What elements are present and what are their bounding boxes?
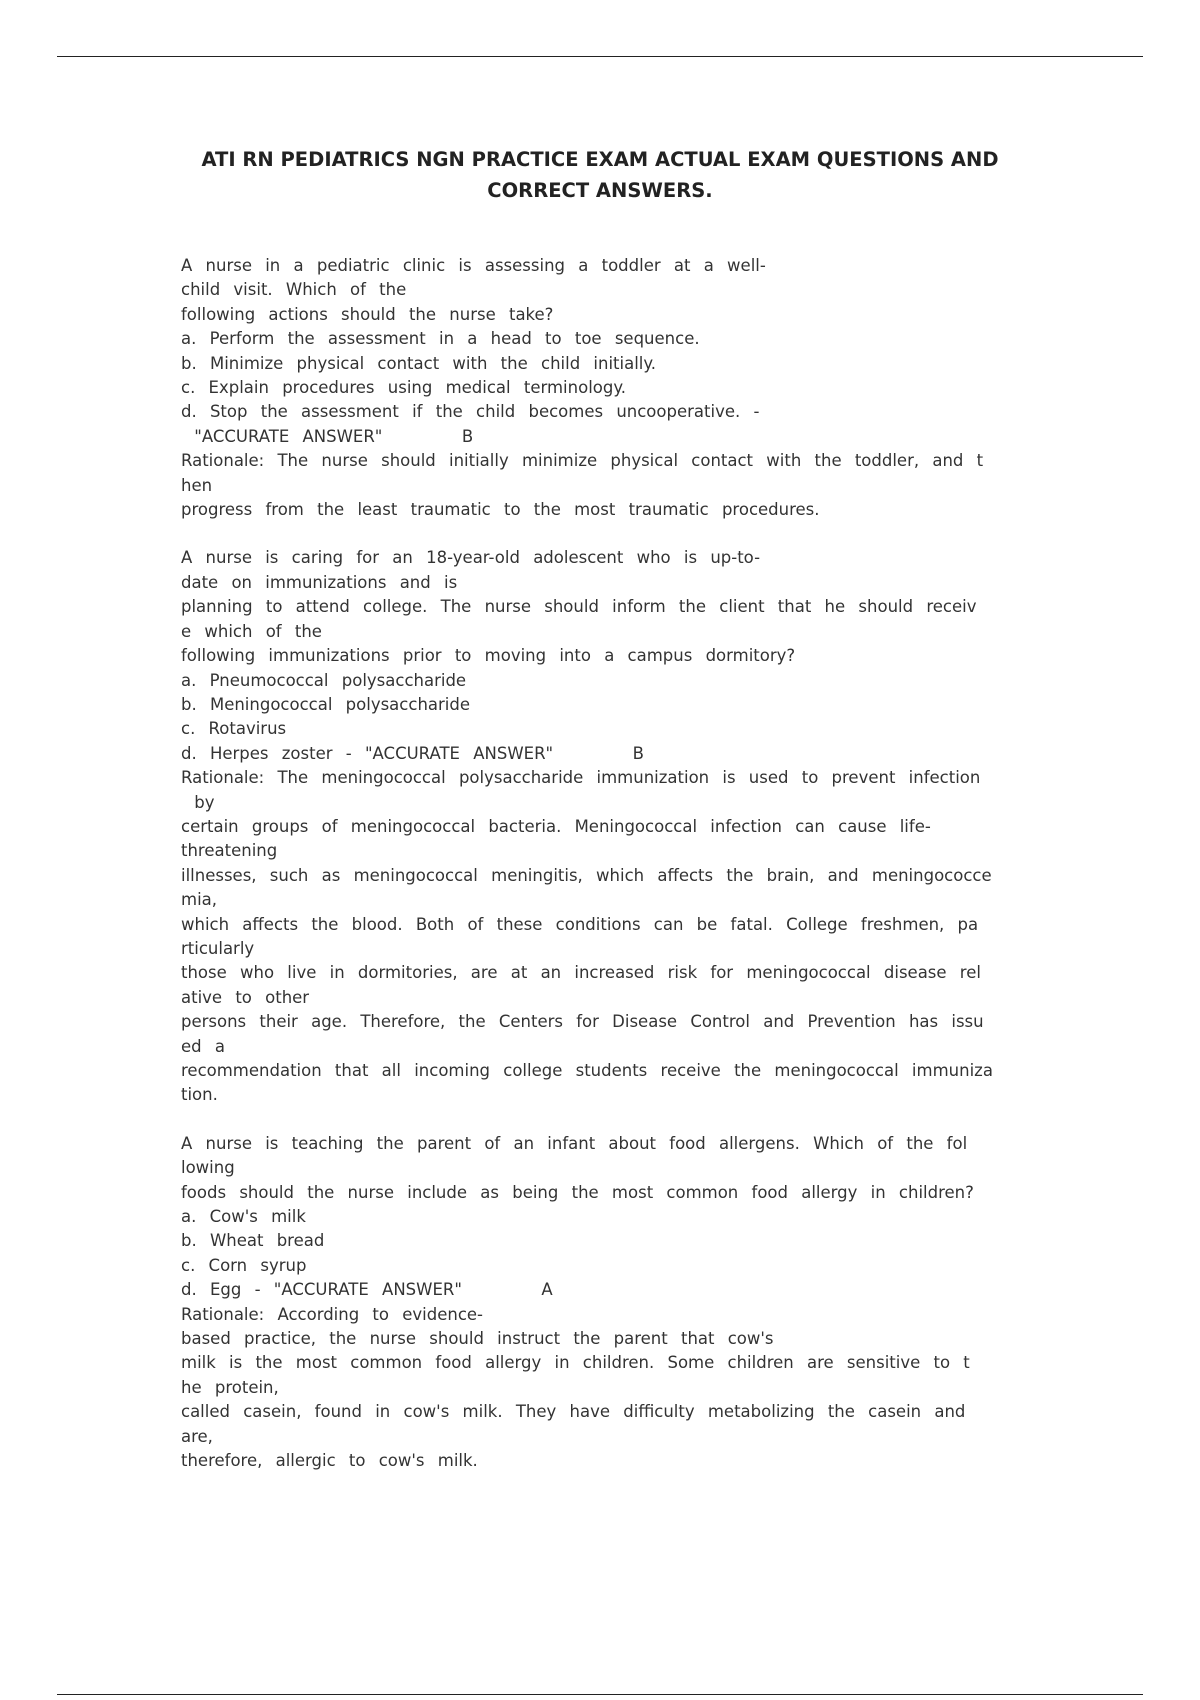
text-line: ed a <box>181 1036 225 1056</box>
text-line: c. Explain procedures using medical terminology. <box>181 378 627 398</box>
text-line: hen <box>181 475 213 495</box>
text-line: a. Perform the assessment in a head to toe sequence. <box>181 329 700 349</box>
text-line: following actions should the nurse take? <box>181 304 554 324</box>
text-line: b. Meningococcal polysaccharide <box>181 694 470 714</box>
title-line: ATI RN PEDIATRICS NGN PRACTICE EXAM ACTUAL EXAM QUESTIONS AND <box>201 148 999 171</box>
question-block <box>181 254 1061 522</box>
text-line: which affects the blood. Both of these conditions can be fatal. College freshmen, pa <box>181 914 979 934</box>
text-line: persons their age. Therefore, the Centers for Disease Control and Prevention has issu <box>181 1012 984 1032</box>
title-line: CORRECT ANSWERS. <box>487 179 713 202</box>
text-line: progress from the least traumatic to the most traumatic procedures. <box>181 500 820 520</box>
text-line: therefore, allergic to cow's milk. <box>181 1451 478 1471</box>
text-line: c. Corn syrup <box>181 1255 307 1275</box>
text-line: by <box>181 792 215 812</box>
text-line: called casein, found in cow's milk. They have difficulty metabolizing the casein and <box>181 1402 966 1422</box>
text-line: Rationale: The nurse should initially minimize physical contact with the toddler, and t <box>181 451 984 471</box>
text-line: a. Cow's milk <box>181 1207 306 1227</box>
document-title <box>180 144 1020 206</box>
text-line: b. Minimize physical contact with the child initially. <box>181 353 657 373</box>
text-line: lowing <box>181 1158 235 1178</box>
text-line: A nurse is caring for an 18-year-old adolescent who is up-to- <box>181 548 761 568</box>
text-line: rticularly <box>181 938 255 958</box>
text-line: a. Pneumococcal polysaccharide <box>181 670 467 690</box>
text-line: he protein, <box>181 1377 279 1397</box>
text-line: child visit. Which of the <box>181 280 407 300</box>
text-line: A nurse is teaching the parent of an infant about food allergens. Which of the fol <box>181 1133 968 1153</box>
question-block <box>181 546 1061 1107</box>
text-line: tion. <box>181 1085 218 1105</box>
text-line: d. Egg - "ACCURATE ANSWER" A <box>181 1280 553 1300</box>
text-line: illnesses, such as meningococcal meningitis, which affects the brain, and meningococce <box>181 865 992 885</box>
text-line: e which of the <box>181 621 322 641</box>
text-line: mia, <box>181 890 218 910</box>
bottom-rule <box>57 1694 1143 1695</box>
text-line: date on immunizations and is <box>181 572 458 592</box>
text-line: threatening <box>181 841 278 861</box>
text-line: ative to other <box>181 987 310 1007</box>
text-line: planning to attend college. The nurse should inform the client that he should receiv <box>181 597 977 617</box>
question-block <box>181 1132 1061 1474</box>
text-line: based practice, the nurse should instruct the parent that cow's <box>181 1329 774 1349</box>
text-line: d. Herpes zoster - "ACCURATE ANSWER" B <box>181 743 644 763</box>
text-line: Rationale: The meningococcal polysaccharide immunization is used to prevent infection <box>181 768 981 788</box>
text-line: Rationale: According to evidence- <box>181 1304 484 1324</box>
top-rule <box>57 56 1143 57</box>
text-line: certain groups of meningococcal bacteria. Meningococcal infection can cause life- <box>181 816 931 836</box>
text-line: c. Rotavirus <box>181 719 287 739</box>
text-line: recommendation that all incoming college students receive the meningococcal immuniza <box>181 1061 993 1080</box>
text-line: d. Stop the assessment if the child becomes uncooperative. - <box>181 402 760 422</box>
text-line: foods should the nurse include as being the most common food allergy in children? <box>181 1182 974 1202</box>
document-body <box>181 254 1061 1498</box>
text-line: are, <box>181 1426 213 1446</box>
text-line: A nurse in a pediatric clinic is assessing a toddler at a well- <box>181 256 766 275</box>
text-line: b. Wheat bread <box>181 1231 325 1251</box>
text-line: "ACCURATE ANSWER" B <box>181 426 474 446</box>
text-line: following immunizations prior to moving into a campus dormitory? <box>181 646 796 666</box>
text-line: those who live in dormitories, are at an increased risk for meningococcal disease rel <box>181 963 981 983</box>
text-line: milk is the most common food allergy in children. Some children are sensitive to t <box>181 1353 970 1373</box>
